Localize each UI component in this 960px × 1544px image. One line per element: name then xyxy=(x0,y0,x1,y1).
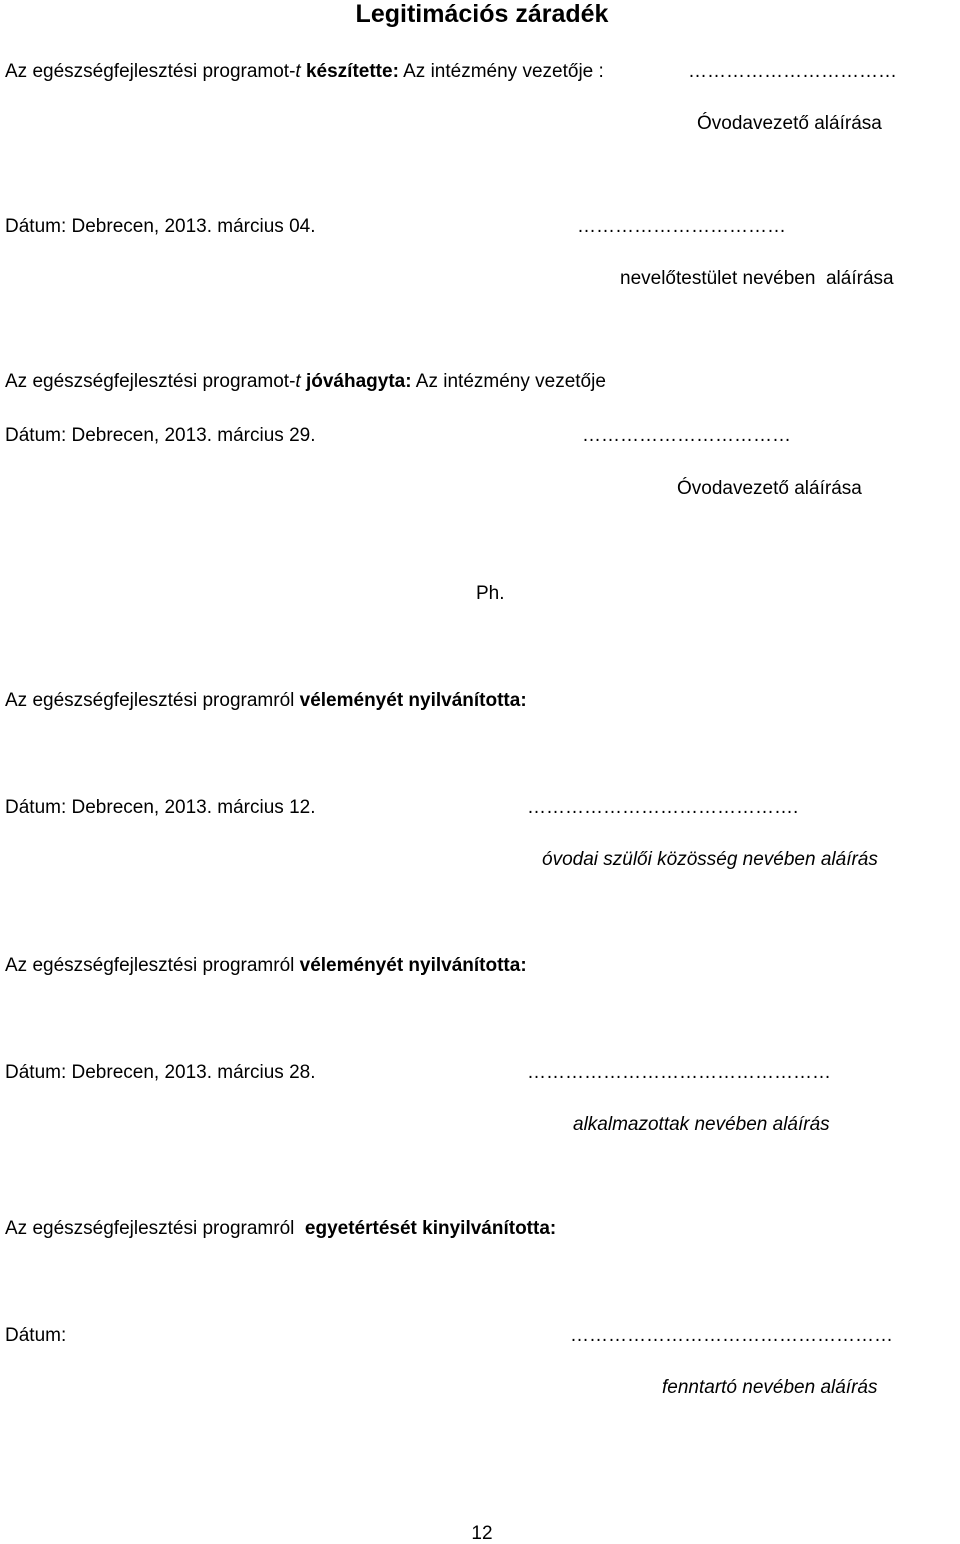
line-t-suffix: t xyxy=(295,61,301,82)
approved-by-line xyxy=(5,372,606,391)
line-rest: Az intézmény vezetője xyxy=(411,371,606,392)
signature-label: fenntartó nevében aláírás xyxy=(662,1377,878,1398)
signature-dots: …………………………………………… xyxy=(570,1325,893,1346)
stamp-placeholder: Ph. xyxy=(476,583,505,604)
signature-label: Óvodavezető aláírása xyxy=(697,113,882,134)
line-prefix: Az egészségfejlesztési programot- xyxy=(5,61,296,82)
line-rest: Az intézmény vezetője : xyxy=(398,61,604,82)
opinion-label: véleményét nyilvánította: xyxy=(299,690,527,711)
agreement-label: egyetértését kinyilvánította: xyxy=(304,1218,557,1239)
line-prefix: Az egészségfejlesztési programról xyxy=(5,690,300,711)
opinion-line xyxy=(5,691,527,710)
date-line: Dátum: Debrecen, 2013. március 12. xyxy=(5,797,316,818)
signature-label: Óvodavezető aláírása xyxy=(677,478,862,499)
signature-label: óvodai szülői közösség nevében aláírás xyxy=(542,849,878,870)
line-t-suffix: t xyxy=(295,371,301,392)
date-line: Dátum: Debrecen, 2013. március 28. xyxy=(5,1062,316,1083)
signature-dots: ……………………………………. xyxy=(527,797,799,818)
page-number: 12 xyxy=(471,1523,493,1544)
date-line: Dátum: Debrecen, 2013. március 04. xyxy=(5,216,316,237)
line-prefix: Az egészségfejlesztési programot- xyxy=(5,371,296,392)
prepared-label: készítette: xyxy=(300,61,399,82)
signature-dots: …………………………… xyxy=(582,425,791,446)
date-line: Dátum: xyxy=(5,1325,67,1346)
agreement-line xyxy=(5,1219,556,1238)
line-prefix: Az egészségfejlesztési programról xyxy=(5,1218,305,1239)
line-prefix: Az egészségfejlesztési programról xyxy=(5,955,300,976)
opinion-line xyxy=(5,956,527,975)
signature-dots: …………………………… xyxy=(577,216,786,237)
approved-label: jóváhagyta: xyxy=(300,371,412,392)
date-line: Dátum: Debrecen, 2013. március 29. xyxy=(5,425,316,446)
page-title: Legitimációs záradék xyxy=(355,0,609,28)
signature-dots: …………………………… xyxy=(688,61,897,82)
signature-label: nevelőtestület nevében aláírása xyxy=(620,268,894,289)
prepared-by-line xyxy=(5,62,604,81)
opinion-label: véleményét nyilvánította: xyxy=(299,955,527,976)
signature-dots: ………………………………………… xyxy=(527,1062,831,1083)
signature-label: alkalmazottak nevében aláírás xyxy=(573,1114,830,1135)
